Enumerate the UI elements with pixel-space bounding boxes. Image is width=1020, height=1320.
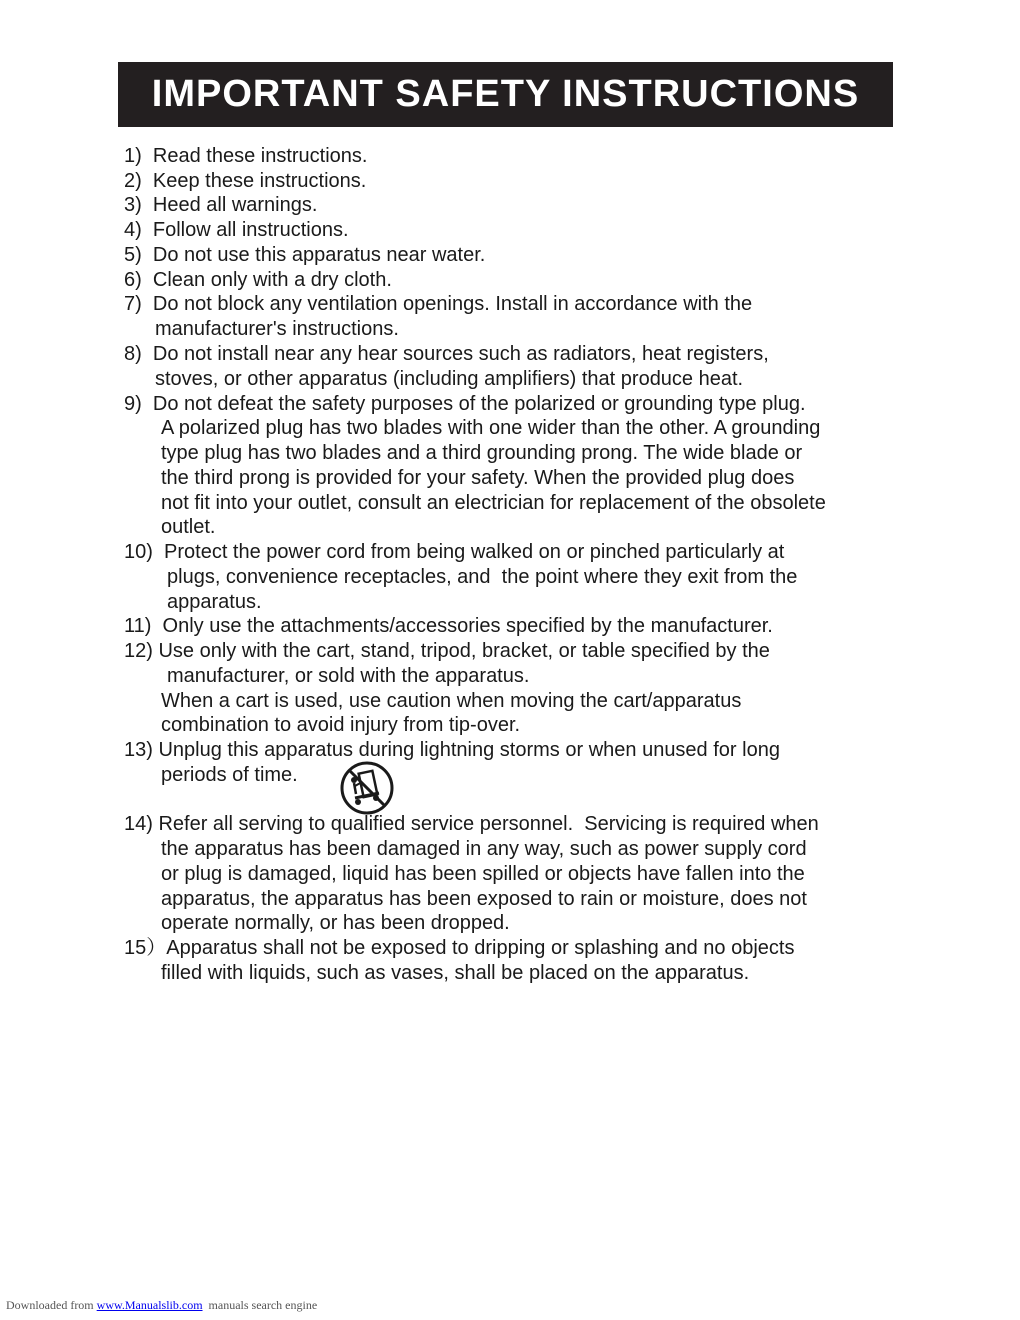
page-title-banner <box>118 62 893 127</box>
download-footer <box>6 1298 317 1313</box>
instruction-line: manufacturer's instructions. <box>155 318 399 340</box>
footer-suffix: manuals search engine <box>202 1298 318 1312</box>
instruction-line: filled with liquids, such as vases, shall be placed on the apparatus. <box>161 962 750 984</box>
instruction-line: stoves, or other apparatus (including amplifiers) that produce heat. <box>155 368 744 390</box>
instruction-line: operate normally, or has been dropped. <box>161 912 510 934</box>
footer-prefix: Downloaded from <box>6 1298 97 1312</box>
instruction-line: 8) Do not install near any hear sources such as radiators, heat registers, <box>124 343 769 365</box>
instruction-line: outlet. <box>161 516 216 538</box>
instruction-line: 5) Do not use this apparatus near water. <box>124 244 486 266</box>
instruction-line: type plug has two blades and a third grounding prong. The wide blade or <box>161 442 803 464</box>
instruction-line: 3) Heed all warnings. <box>124 194 318 216</box>
instruction-line: 6) Clean only with a dry cloth. <box>124 269 392 291</box>
instruction-line: When a cart is used, use caution when moving the cart/apparatus <box>161 690 742 712</box>
instruction-line: 12) Use only with the cart, stand, tripod, bracket, or table specified by the <box>124 640 770 662</box>
instruction-line: or plug is damaged, liquid has been spilled or objects have fallen into the <box>161 863 805 885</box>
instruction-line: 10) Protect the power cord from being walked on or pinched particularly at <box>124 541 785 563</box>
instruction-line: 14) Refer all serving to qualified service personnel. Servicing is required when <box>124 813 819 835</box>
cart-tip-over-warning-icon <box>339 760 395 816</box>
instruction-line: periods of time. <box>161 764 298 786</box>
instruction-line: plugs, convenience receptacles, and the point where they exit from the <box>167 566 798 588</box>
instruction-line: manufacturer, or sold with the apparatus. <box>167 665 530 687</box>
instruction-line: 11) Only use the attachments/accessories specified by the manufacturer. <box>124 615 773 637</box>
instruction-line: combination to avoid injury from tip-over. <box>161 714 521 736</box>
instruction-line: A polarized plug has two blades with one wider than the other. A grounding <box>161 417 821 439</box>
instruction-line: 15）Apparatus shall not be exposed to dripping or splashing and no objects <box>124 937 795 959</box>
instruction-line: the apparatus has been damaged in any way, such as power supply cord <box>161 838 807 860</box>
instruction-line: 2) Keep these instructions. <box>124 170 367 192</box>
instruction-line: 9) Do not defeat the safety purposes of the polarized or grounding type plug. <box>124 393 806 415</box>
manualslib-link[interactable]: www.Manualslib.com <box>96 1298 203 1312</box>
instruction-line: 4) Follow all instructions. <box>124 219 349 241</box>
instruction-line: 13) Unplug this apparatus during lightning storms or when unused for long <box>124 739 780 761</box>
instruction-line: apparatus. <box>167 591 262 613</box>
instruction-line: 1) Read these instructions. <box>124 145 368 167</box>
instruction-line: apparatus, the apparatus has been exposed to rain or moisture, does not <box>161 888 807 910</box>
instruction-line: not fit into your outlet, consult an electrician for replacement of the obsolete <box>161 492 826 514</box>
page-title: IMPORTANT SAFETY INSTRUCTIONS <box>151 73 860 115</box>
instruction-line: the third prong is provided for your safety. When the provided plug does <box>161 467 795 489</box>
instruction-line: 7) Do not block any ventilation openings. Install in accordance with the <box>124 293 753 315</box>
